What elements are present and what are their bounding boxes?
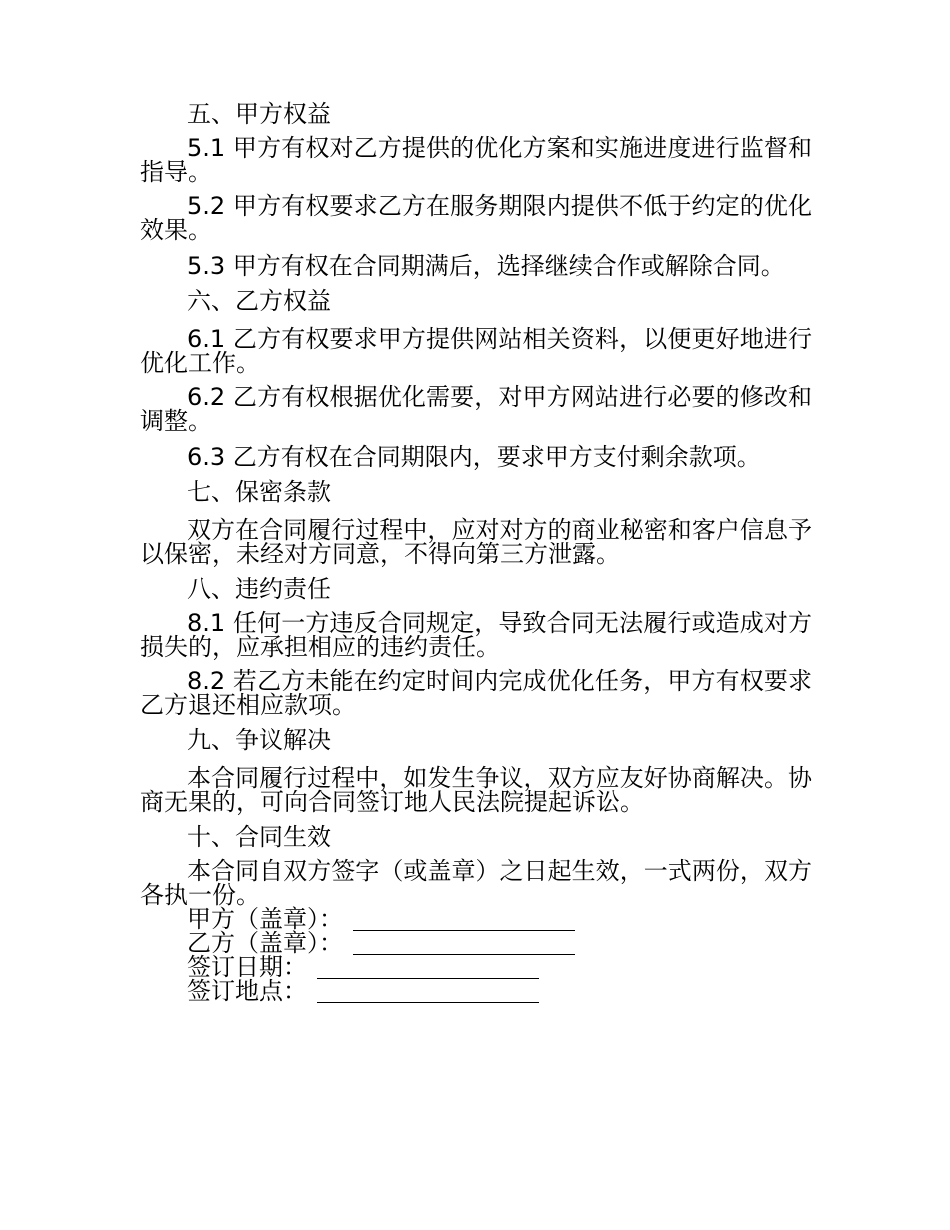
section-heading-rights-of-party-a: 五、甲方权益 [187, 100, 331, 128]
section-heading-dispute-resolution: 九、争议解决 [187, 726, 331, 754]
signature-party-b-line [353, 931, 575, 955]
clause-5-3: 5.3 甲方有权在合同期满后，选择继续合作或解除合同。 [187, 252, 785, 280]
signature-date-line [317, 955, 539, 979]
clause-6-3: 6.3 乙方有权在合同期限内，要求甲方支付剩余款项。 [187, 443, 761, 471]
signature-party-a-line [353, 907, 575, 931]
signature-place-line [317, 979, 539, 1003]
clause-8-2: 8.2 若乙方未能在约定时间内完成优化任务，甲方有权要求乙方退还相应款项。 [140, 667, 812, 719]
clause-6-2: 6.2 乙方有权根据优化需要，对甲方网站进行必要的修改和调整。 [140, 383, 812, 435]
clause-5-2: 5.2 甲方有权要求乙方在服务期限内提供不低于约定的优化效果。 [140, 192, 812, 244]
section-heading-rights-of-party-b: 六、乙方权益 [187, 287, 331, 315]
signature-place [140, 979, 812, 1003]
signature-date-label: 签订日期： [187, 953, 307, 981]
signature-party-a-label: 甲方（盖章）： [187, 905, 343, 933]
signature-date [140, 955, 812, 979]
section-heading-confidentiality: 七、保密条款 [187, 478, 331, 506]
confidentiality-clause: 双方在合同履行过程中，应对对方的商业秘密和客户信息予以保密，未经对方同意，不得向第三方泄露。 [140, 516, 812, 568]
effectiveness-clause: 本合同自双方签字（或盖章）之日起生效，一式两份，双方各执一份。 [140, 857, 812, 909]
section-heading-liability: 八、违约责任 [187, 575, 331, 603]
signature-party-b [140, 931, 812, 955]
clause-8-1: 8.1 任何一方违反合同规定，导致合同无法履行或造成对方损失的，应承担相应的违约责任。 [140, 609, 812, 661]
clause-5-1: 5.1 甲方有权对乙方提供的优化方案和实施进度进行监督和指导。 [140, 134, 812, 186]
contract-document [140, 102, 812, 1003]
signature-party-b-label: 乙方（盖章）： [187, 929, 343, 957]
section-heading-effectiveness: 十、合同生效 [187, 823, 331, 851]
clause-6-1: 6.1 乙方有权要求甲方提供网站相关资料，以便更好地进行优化工作。 [140, 325, 812, 377]
signature-place-label: 签订地点： [187, 977, 307, 1005]
signature-party-a [140, 907, 812, 931]
dispute-resolution-clause: 本合同履行过程中，如发生争议，双方应友好协商解决。协商无果的，可向合同签订地人民法院提起诉讼。 [140, 764, 812, 816]
